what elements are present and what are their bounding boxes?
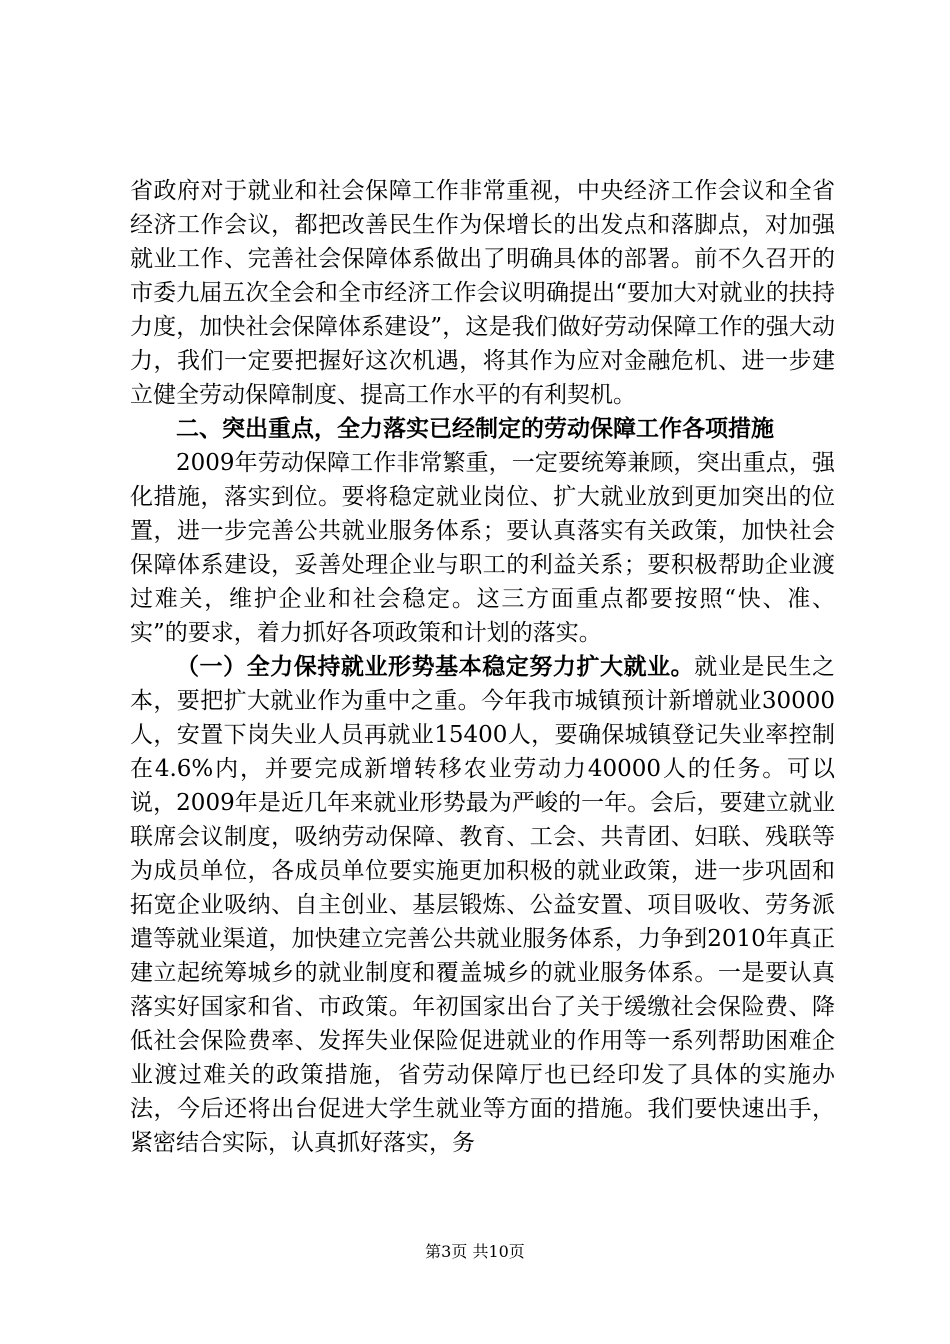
subsection-lead: （一）全力保持就业形势基本稳定努力扩大就业。 [176,654,695,680]
paragraph-3-text: 就业是民生之本，要把扩大就业作为重中之重。今年我市城镇预计新增就业30000人，安置下岗失业人员再就业15400人，要确保城镇登记失业率控制在4.6%内，并要完成新增转移农业劳动力40000人的任务。可以说，2009年是近几年来就业形势最为严峻的一年。会后，要建立就业联席会议制度，吸纳劳动保障、教育、工会、共青团、妇联、残联等为成员单位，各成员单位要实施更加积极的就业政策，进一步巩固和拓宽企业吸纳、自主创业、基层锻炼、公益安置、项目吸收、劳务派遣等就业渠道，加快建立完善公共就业服务体系，力争到2010年真正建立起统筹城乡的就业制度和覆盖城乡的就业服务体系。一是要认真落实好国家和省、市政策。年初国家出台了关于缓缴社会保险费、降低社会保险费率、发挥失业保险促进就业的作用等一系列帮助困难企业渡过难关的政策措施，省劳动保障厅也已经印发了具体的实施办法，今后还将出台促进大学生就业等方面的措施。我们要快速出手，紧密结合实际，认真抓好落实，务 [130,654,836,1156]
paragraph-3 [130,650,835,1160]
section-heading: 二、突出重点，全力落实已经制定的劳动保障工作各项措施 [176,416,774,442]
page-footer: 第3页 共10页 [425,1242,525,1261]
paragraph-2: 2009年劳动保障工作非常繁重，一定要统筹兼顾，突出重点，强化措施，落实到位。要将稳定就业岗位、扩大就业放到更加突出的位置，进一步完善公共就业服务体系；要认真落实有关政策，加快社会保障体系建设，妥善处理企业与职工的利益关系；要积极帮助企业渡过难关，维护企业和社会稳定。这三方面重点都要按照“快、准、实”的要求，着力抓好各项政策和计划的落实。 [130,450,835,646]
paragraph-1: 省政府对于就业和社会保障工作非常重视，中央经济工作会议和全省经济工作会议，都把改善民生作为保增长的出发点和落脚点，对加强就业工作、完善社会保障体系做出了明确具体的部署。前不久召开的市委九届五次全会和全市经济工作会议明确提出“要加大对就业的扶持力度，加快社会保障体系建设”，这是我们做好劳动保障工作的强大动力，我们一定要把握好这次机遇，将其作为应对金融危机、进一步建立健全劳动保障制度、提高工作水平的有利契机。 [130,178,835,408]
document-body [130,174,835,1160]
